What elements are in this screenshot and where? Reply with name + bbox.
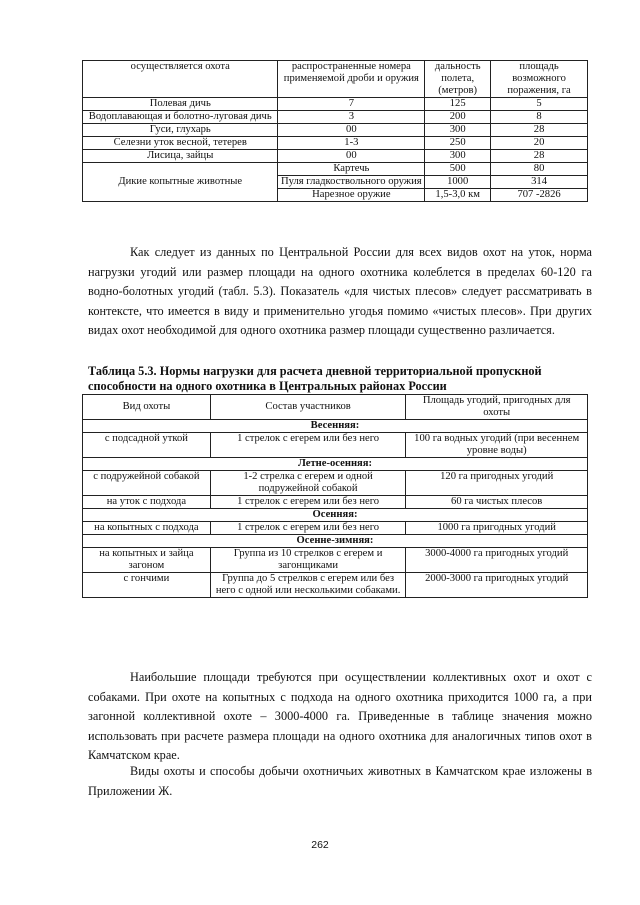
section-row — [83, 458, 588, 471]
table-cell: 1-2 стрелка с егерем и одной подружейной собакой — [210, 471, 406, 496]
table-cell: 707 -2826 — [491, 189, 588, 202]
table-cell: 100 га водных угодий (при весеннем уровне воды) — [406, 433, 588, 458]
section-title: Весенняя: — [83, 420, 588, 433]
table-cell: с подсадной уткой — [83, 433, 211, 458]
table-cell: 8 — [491, 111, 588, 124]
table-cell: 125 — [425, 98, 491, 111]
table-cell: Селезни уток весной, тетерев — [83, 137, 278, 150]
table-cell: 80 — [491, 163, 588, 176]
body-paragraph: Наибольшие площади требуются при осуществлении коллективных охот и охот с собаками. При охоте на копытных с подхода на одного охотника приходится 1000 га, а при загонной коллективной охоте – 3000-4000 га. Приведенные в таблице значения можно использовать при расчете размера площади на одного охотника для аналогичных типов охот в Камчатском крае. — [88, 670, 592, 762]
table-row — [83, 137, 588, 150]
table-cell: 250 — [425, 137, 491, 150]
table-header-cell: дальность полета, (метров) — [425, 61, 491, 98]
section-row — [83, 420, 588, 433]
table-caption: Таблица 5.3. Нормы нагрузки для расчета дневной территориальной пропускной способности на одного охотника в Центральных районах России — [88, 364, 542, 393]
table-header-row — [83, 395, 588, 420]
table-cell: 7 — [278, 98, 425, 111]
table-cell: 28 — [491, 124, 588, 137]
section-title: Осенняя: — [83, 509, 588, 522]
table-header-cell: осуществляется охота — [83, 61, 278, 98]
table-cell: 200 — [425, 111, 491, 124]
table-cell: Группа из 10 стрелков с егерем и загонщиками — [210, 548, 406, 573]
table-cell: 120 га пригодных угодий — [406, 471, 588, 496]
shot-range-table — [82, 60, 588, 202]
table-cell: 1000 га пригодных угодий — [406, 522, 588, 535]
table-cell: 1 стрелок с егерем или без него — [210, 496, 406, 509]
table-cell: 5 — [491, 98, 588, 111]
table-cell: Дикие копытные животные — [83, 163, 278, 202]
table-cell: на уток с подхода — [83, 496, 211, 509]
table-cell: 1-3 — [278, 137, 425, 150]
table-cell: 1 стрелок с егерем или без него — [210, 522, 406, 535]
table-row — [83, 124, 588, 137]
table-header-cell: Вид охоты — [83, 395, 211, 420]
table-row — [83, 522, 588, 535]
table-cell: Полевая дичь — [83, 98, 278, 111]
table-row — [83, 548, 588, 573]
table-header-cell: площадь возможного поражения, га — [491, 61, 588, 98]
table-cell: Водоплавающая и болотно-луговая дичь — [83, 111, 278, 124]
body-paragraph: Виды охоты и способы добычи охотничьих животных в Камчатском крае изложены в Приложении Ж. — [88, 764, 592, 798]
table-row — [83, 98, 588, 111]
table-row — [83, 433, 588, 458]
table-cell: 1000 — [425, 176, 491, 189]
section-row — [83, 509, 588, 522]
table-cell: 60 га чистых плесов — [406, 496, 588, 509]
table-header-cell: Состав участников — [210, 395, 406, 420]
section-title: Осенне-зимняя: — [83, 535, 588, 548]
table-row — [83, 496, 588, 509]
table-cell: 500 — [425, 163, 491, 176]
table-cell: с гончими — [83, 573, 211, 598]
table-cell: 300 — [425, 124, 491, 137]
table-cell: 3 — [278, 111, 425, 124]
table-cell: Нарезное оружие — [278, 189, 425, 202]
hunter-load-norms-table — [82, 394, 588, 598]
table-cell: 28 — [491, 150, 588, 163]
section-row — [83, 535, 588, 548]
body-paragraph: Как следует из данных по Центральной России для всех видов охот на уток, норма нагрузки угодий или размер площади на одного охотника колеблется в пределах 60-120 га водно-болотных угодий (табл. 5.3). Показатель «для чистых плесов» следует рассматривать в контексте, что имеется в виду и применительно угодья помимо «чистых плесов». При других видах охот необходимой для одного охотника размер площади существенно различается. — [88, 245, 592, 337]
table-cell: 314 — [491, 176, 588, 189]
table-cell: Лисица, зайцы — [83, 150, 278, 163]
table-cell: Картечь — [278, 163, 425, 176]
table-cell: на копытных и зайца загоном — [83, 548, 211, 573]
table-cell: Пуля гладкоствольного оружия — [278, 176, 425, 189]
table-row — [83, 163, 588, 176]
table-cell: 1,5-3,0 км — [425, 189, 491, 202]
table-cell: с подружейной собакой — [83, 471, 211, 496]
table-cell: на копытных с подхода — [83, 522, 211, 535]
table-row — [83, 150, 588, 163]
table-cell: 2000-3000 га пригодных угодий — [406, 573, 588, 598]
table-cell: 1 стрелок с егерем или без него — [210, 433, 406, 458]
table-header-cell: Площадь угодий, пригодных для охоты — [406, 395, 588, 420]
table-cell: 3000-4000 га пригодных угодий — [406, 548, 588, 573]
table-cell: Группа до 5 стрелков с егерем или без него с одной или несколькими собаками. — [210, 573, 406, 598]
table-cell: Гуси, глухарь — [83, 124, 278, 137]
table-header-cell: распространенные номера применяемой дроби и оружия — [278, 61, 425, 98]
table-row — [83, 471, 588, 496]
table-cell: 300 — [425, 150, 491, 163]
table-row — [83, 573, 588, 598]
table-header-row — [83, 61, 588, 98]
section-title: Летне-осенняя: — [83, 458, 588, 471]
table-row — [83, 111, 588, 124]
table-cell: 00 — [278, 150, 425, 163]
table-cell: 20 — [491, 137, 588, 150]
page-number: 262 — [311, 839, 329, 851]
table-cell: 00 — [278, 124, 425, 137]
